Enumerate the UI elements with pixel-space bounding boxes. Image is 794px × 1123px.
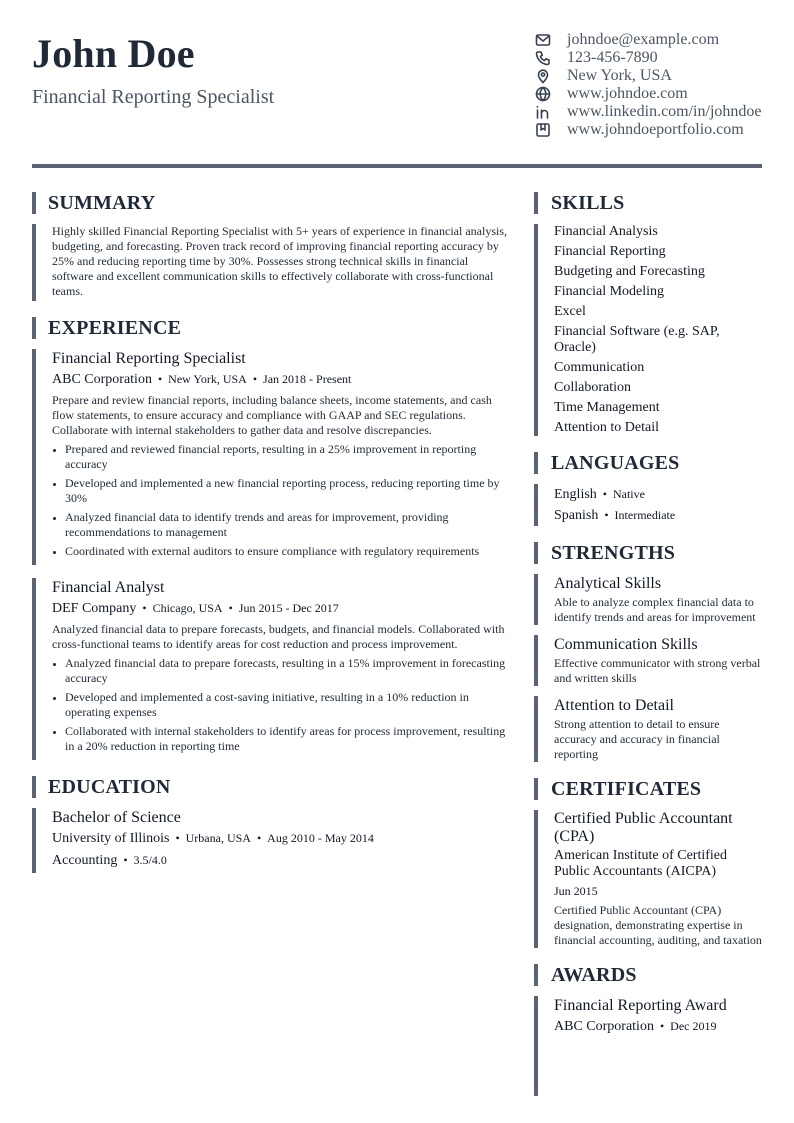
strengths-heading-text: STRENGTHS: [551, 541, 676, 564]
skill-item: Excel: [554, 304, 586, 319]
strength-title: Communication Skills: [554, 636, 698, 653]
languages-heading-text: LANGUAGES: [551, 451, 680, 474]
award-title: Financial Reporting Award: [554, 997, 727, 1014]
list-item: • Developed and implemented a cost-saving initiative, resulting in a 10% reduction in operating expenses: [65, 690, 508, 720]
skill-item: Attention to Detail: [554, 420, 659, 435]
languages-heading: [534, 452, 762, 474]
section-accent-bar: [32, 317, 36, 339]
separator-dot: •: [228, 601, 233, 615]
linkedin-icon: [534, 104, 551, 121]
contact-linkedin-text: www.linkedin.com/in/johndoe: [567, 103, 762, 120]
skill-item: Financial Software (e.g. SAP, Oracle): [554, 324, 720, 355]
contact-linkedin[interactable]: [534, 103, 764, 121]
contact-portfolio-text: www.johndoeportfolio.com: [567, 121, 744, 138]
education-section: [32, 776, 508, 873]
resume-header: [32, 0, 762, 168]
skill-item: Financial Modeling: [554, 284, 665, 299]
list-item: • Analyzed financial data to prepare forecasts, resulting in a 15% improvement in forecasting accuracy: [65, 656, 508, 686]
experience-section: [32, 317, 508, 760]
strength-item: [534, 574, 762, 625]
skill-item: Collaboration: [554, 380, 631, 395]
strengths-heading: [534, 542, 762, 564]
education-heading: [32, 776, 508, 798]
education-field: [52, 850, 508, 871]
experience-entry-2: [32, 578, 508, 760]
summary-section: [32, 192, 508, 301]
list-item: • Collaborated with internal stakeholders to identify areas for process improvement, resulting in a 20% reduction in reporting time: [65, 724, 508, 754]
job-company: DEF Company: [52, 601, 137, 616]
contact-phone[interactable]: [534, 49, 764, 67]
job-location: New York, USA: [168, 372, 247, 386]
strength-title: Attention to Detail: [554, 697, 674, 714]
job-location: Chicago, USA: [152, 601, 223, 615]
section-accent-bar: [534, 542, 538, 564]
awards-heading-text: AWARDS: [551, 963, 637, 986]
award-meta: [554, 1016, 762, 1037]
contact-website-text: www.johndoe.com: [567, 85, 688, 102]
resume-page: [32, 0, 762, 1123]
separator-dot: •: [175, 831, 180, 845]
header-divider: [32, 164, 762, 168]
location-icon: [534, 68, 551, 85]
candidate-name: John Doe: [32, 31, 195, 76]
section-accent-bar: [534, 192, 538, 214]
globe-icon: [534, 86, 551, 103]
education-heading-text: EDUCATION: [48, 775, 171, 798]
experience-heading-text: EXPERIENCE: [48, 316, 182, 339]
skill-item: Financial Reporting: [554, 244, 666, 259]
job-dates: Jun 2015 - Dec 2017: [238, 601, 339, 615]
portfolio-icon: [534, 122, 551, 139]
job-achievements: [52, 442, 508, 559]
section-accent-bar: [534, 964, 538, 986]
certificate-date: Jun 2015: [554, 884, 598, 898]
strength-item: [534, 635, 762, 686]
school-location: Urbana, USA: [185, 831, 251, 845]
languages-list: [534, 484, 762, 526]
awards-heading: [534, 964, 762, 986]
skills-heading-text: SKILLS: [551, 191, 625, 214]
phone-icon: [534, 50, 551, 67]
contact-email[interactable]: [534, 31, 764, 49]
section-accent-bar: [534, 778, 538, 800]
list-item: • Prepared and reviewed financial reports, resulting in a 25% improvement in reporting accuracy: [65, 442, 508, 472]
separator-dot: •: [142, 601, 147, 615]
experience-heading: [32, 317, 508, 339]
language-level: Intermediate: [614, 508, 676, 522]
separator-dot: •: [256, 831, 262, 845]
strength-desc: Effective communicator with strong verbal and written skills: [554, 656, 761, 685]
gpa: 3.5/4.0: [133, 853, 167, 867]
award-org: ABC Corporation: [554, 1019, 654, 1034]
summary-text: Highly skilled Financial Reporting Specialist with 5+ years of experience in financial analysis, budgeting, and forecasting. Proven track record of improving financial reporting accuracy by 25% and reducing reporting time by 30%. Possesses strong technical skills in financial software and excellent communication skills to effectively collaborate with cross-functional teams.: [52, 224, 507, 298]
skill-item: Communication: [554, 360, 645, 375]
field-of-study: Accounting: [52, 853, 118, 868]
education-entry: [32, 808, 508, 873]
strength-desc: Able to analyze complex financial data to identify trends and areas for improvement: [554, 595, 756, 624]
left-column: [32, 192, 508, 873]
award-entry: [534, 996, 762, 1096]
language-item: [554, 484, 762, 505]
job-company: ABC Corporation: [52, 372, 152, 387]
separator-dot: •: [602, 487, 607, 501]
degree: Bachelor of Science: [52, 809, 181, 826]
job-dates: Jan 2018 - Present: [263, 372, 352, 386]
contact-phone-text: 123-456-7890: [567, 49, 658, 66]
certificates-heading-text: CERTIFICATES: [551, 777, 702, 800]
certificates-section: [534, 778, 762, 948]
education-dates: Aug 2010 - May 2014: [267, 831, 374, 845]
award-date: Dec 2019: [670, 1019, 717, 1033]
list-item: • Coordinated with external auditors to ensure compliance with regulatory requirements: [65, 544, 508, 559]
section-accent-bar: [32, 192, 36, 214]
contact-website[interactable]: [534, 85, 764, 103]
skills-section: [534, 192, 762, 436]
summary-heading-text: SUMMARY: [48, 191, 156, 214]
skill-item: Budgeting and Forecasting: [554, 264, 705, 279]
contact-list: [534, 31, 764, 139]
mail-icon: [534, 32, 551, 49]
strengths-section: [534, 542, 762, 762]
job-achievements: [52, 656, 508, 754]
languages-section: [534, 452, 762, 526]
separator-dot: •: [157, 372, 163, 386]
job-description: Analyzed financial data to prepare forecasts, budgets, and financial models. Collaborated with cross-functional teams to identify areas for cost reduction and process improvement.: [52, 622, 505, 651]
list-item: • Developed and implemented a new financial reporting process, reducing reporting time by 30%: [65, 476, 508, 506]
job-description: Prepare and review financial reports, including balance sheets, income statements, and cash flow statements, to ensure accuracy and compliance with GAAP and SEC regulations. Collaborate with internal stakeholders to gather data and resolve discrepancies.: [52, 393, 492, 437]
separator-dot: •: [252, 372, 258, 386]
awards-section: [534, 964, 762, 1096]
skill-item: Time Management: [554, 400, 660, 415]
job-title: Financial Reporting Specialist: [52, 350, 246, 367]
separator-dot: •: [659, 1019, 665, 1033]
school-name: University of Illinois: [52, 831, 170, 846]
section-accent-bar: [534, 452, 538, 474]
language-name: Spanish: [554, 508, 599, 523]
contact-portfolio[interactable]: [534, 121, 764, 139]
skill-item: Financial Analysis: [554, 224, 658, 239]
candidate-title: Financial Reporting Specialist: [32, 86, 275, 108]
separator-dot: •: [604, 508, 609, 522]
right-column: [534, 192, 762, 1096]
language-level: Native: [612, 487, 645, 501]
job-meta: [52, 598, 508, 619]
certificate-entry: [534, 810, 762, 948]
contact-email-text: johndoe@example.com: [567, 31, 720, 48]
summary-heading: [32, 192, 508, 214]
education-meta: [52, 828, 508, 849]
strength-desc: Strong attention to detail to ensure accuracy and accuracy in financial reporting: [554, 717, 720, 761]
certificate-issuer: American Institute of Certified Public Accountants (AICPA): [554, 848, 727, 879]
section-accent-bar: [32, 776, 36, 798]
contact-location: [534, 67, 764, 85]
strength-item: [534, 696, 762, 762]
contact-location-text: New York, USA: [567, 67, 672, 84]
language-item: [554, 505, 762, 526]
experience-entry-1: [32, 349, 508, 565]
strength-title: Analytical Skills: [554, 575, 662, 592]
skills-heading: [534, 192, 762, 214]
job-title: Financial Analyst: [52, 579, 165, 596]
summary-body: [32, 224, 508, 301]
separator-dot: •: [123, 853, 128, 867]
list-item: • Analyzed financial data to identify trends and areas for improvement, providing recommendations to management: [65, 510, 508, 540]
skills-list: [534, 224, 762, 436]
certificates-heading: [534, 778, 762, 800]
certificate-title: Certified Public Accountant (CPA): [554, 810, 733, 845]
job-meta: [52, 369, 508, 390]
certificate-desc: Certified Public Accountant (CPA) designation, demonstrating expertise in financial accounting, auditing, and taxation: [554, 903, 762, 947]
language-name: English: [554, 487, 597, 502]
